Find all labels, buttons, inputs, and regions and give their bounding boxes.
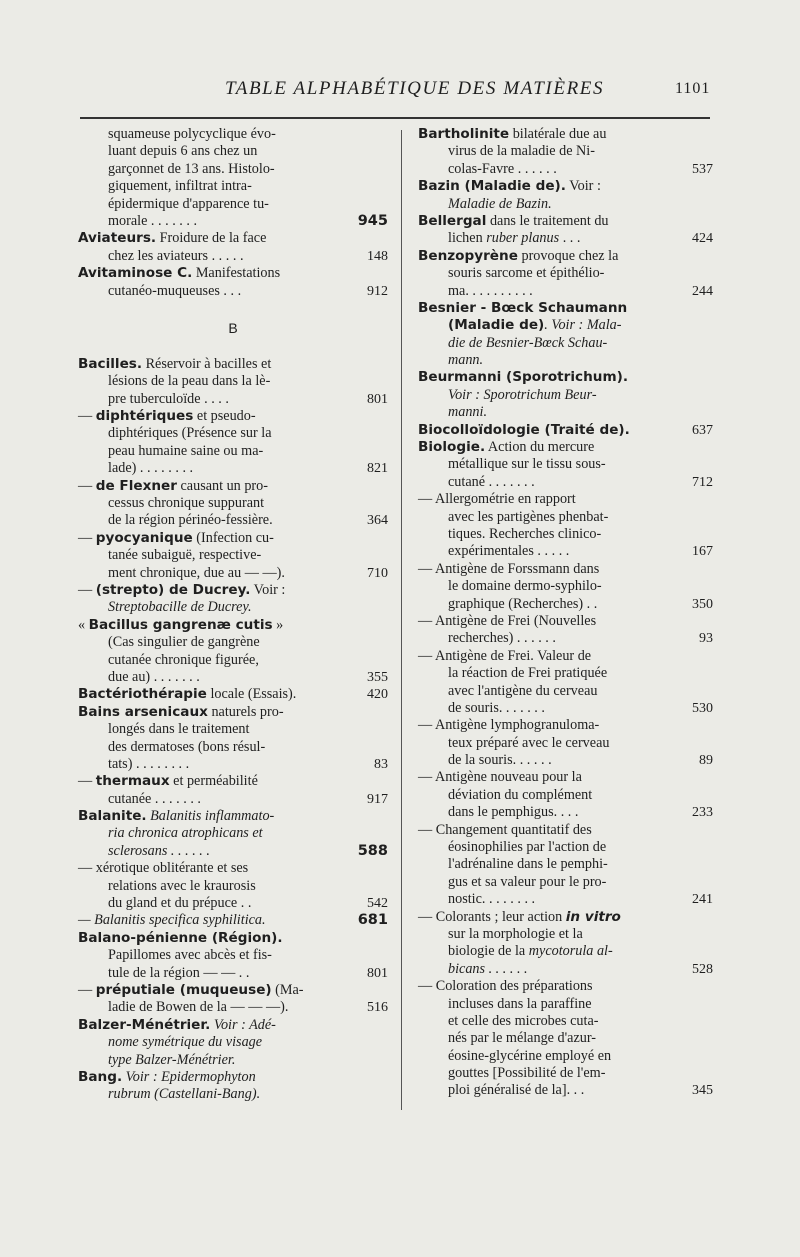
page-header bbox=[0, 78, 800, 106]
entry-term: préputiale (muqueuse) bbox=[95, 981, 272, 998]
page-reference: 917 bbox=[367, 791, 388, 807]
index-entry: Aviateurs. Froidure de la face chez les aviateurs . . . . . 148 bbox=[78, 230, 388, 264]
page-reference: 801 bbox=[367, 965, 388, 981]
index-entry: — Changement quantitatif des éosinophilies par l'action de l'adrénaline dans le pemphi- gus et sa valeur pour le pro- nostic. . . . . . . . 241 bbox=[418, 821, 713, 908]
section-letter: B bbox=[228, 319, 238, 336]
entry-term: Bartholinite bbox=[418, 126, 510, 142]
index-entry: — thermaux et perméabilité cutanée . . . . . . . 917 bbox=[78, 773, 388, 807]
page-reference: 681 bbox=[357, 912, 388, 929]
page-number: 1101 bbox=[675, 80, 711, 97]
page-reference: 528 bbox=[692, 961, 713, 977]
page-reference: 83 bbox=[374, 756, 388, 772]
index-entry: — Balanitis specifica syphilitica. 681 bbox=[78, 912, 388, 929]
page-reference: 801 bbox=[367, 391, 388, 407]
page-reference: 516 bbox=[367, 1000, 388, 1016]
index-entry: — Antigène lymphogranuloma- teux préparé avec le cerveau de la souris. . . . . . 89 bbox=[418, 717, 713, 769]
index-entry: — Antigène nouveau pour la déviation du complément dans le pemphigus. . . . 233 bbox=[418, 769, 713, 821]
index-entry: — Colorants ; leur action in vitro sur la morphologie et la biologie de la mycotorula al- bicans . . . . . . 528 bbox=[418, 908, 713, 977]
index-entry: Avitaminose C. Manifestations cutanéo-muqueuses . . . 912 bbox=[78, 265, 388, 299]
left-column bbox=[78, 126, 388, 1104]
entry-term: Besnier - Bœck Schaumann bbox=[418, 299, 628, 316]
index-entry: Bains arsenicaux naturels pro- longés dans le traitement des dermatoses (bons résul- tats) . . . . . . . . 83 bbox=[78, 703, 388, 772]
index-entry: Balano-pénienne (Région). Papillomes avec abcès et fis- tule de la région — — . . 801 bbox=[78, 929, 388, 981]
entry-term: Benzopyrène bbox=[418, 247, 518, 264]
page-reference: 148 bbox=[367, 248, 388, 264]
entry-term: Bazin (Maladie de). bbox=[418, 178, 566, 195]
page-reference: 637 bbox=[692, 422, 713, 438]
page-reference: 530 bbox=[692, 700, 713, 716]
entry-term: Balano-pénienne (Région). bbox=[78, 929, 283, 946]
page-reference: 364 bbox=[367, 513, 388, 529]
index-entry: — Coloration des préparations incluses dans la paraffine et celle des microbes cuta- nés par le mélange d'azur- éosine-glycérine employé en gouttes [Possibilité de l'em- ploi généralisé de la]. . . 345 bbox=[418, 978, 713, 1099]
entry-term: Beurmanni (Sporotrichum). bbox=[418, 369, 628, 386]
entry-term: Balanite. bbox=[78, 808, 147, 825]
page-reference: 420 bbox=[367, 687, 388, 703]
index-entry: — Allergométrie en rapport avec les partigènes phenbat- tiques. Recherches clinico- expérimentales . . . . . 167 bbox=[418, 491, 713, 560]
index-entry: Benzopyrène provoque chez la souris sarcome et épithélio- ma. . . . . . . . . . 244 bbox=[418, 247, 713, 299]
index-entry: Beurmanni (Sporotrichum). Voir : Sporotrichum Beur- manni. bbox=[418, 369, 628, 421]
entry-term: Bacilles. bbox=[78, 355, 143, 372]
page-reference: 93 bbox=[699, 631, 713, 647]
page-reference: 355 bbox=[367, 669, 388, 685]
index-entry: — de Flexner causant un pro- cessus chronique suppurant de la région périnéo-fessière. 364 bbox=[78, 477, 388, 529]
entry-term: (strepto) de Ducrey. bbox=[95, 581, 251, 598]
entry-term: thermaux bbox=[95, 773, 170, 790]
page-reference: 712 bbox=[692, 474, 713, 490]
index-entry: squameuse polycyclique évo- luant depuis 6 ans chez un garçonnet de 13 ans. Histolo- giquement, infiltrat intra- épidermique d'apparence tu- morale . . . . . . . 945 bbox=[108, 126, 388, 229]
index-entry: Bartholinite bilatérale due au virus de la maladie de Ni- colas-Favre . . . . . . 537 bbox=[418, 126, 713, 177]
page-reference: 912 bbox=[367, 283, 388, 299]
page-reference: 710 bbox=[367, 565, 388, 581]
page-reference: 821 bbox=[367, 461, 388, 477]
index-entry: — xérotique oblitérante et ses relations avec le kraurosis du gland et du prépuce . . 542 bbox=[78, 860, 388, 912]
page-reference: 233 bbox=[692, 805, 713, 821]
index-entry: Balzer-Ménétrier. Voir : Adé- nome symétrique du visage type Balzer-Ménétrier. bbox=[78, 1016, 276, 1068]
entry-term: Bang. bbox=[78, 1068, 123, 1085]
page-reference: 244 bbox=[692, 283, 713, 299]
entry-term: Aviateurs. bbox=[78, 230, 157, 247]
index-entry: Bacilles. Réservoir à bacilles et lésions de la peau dans la lè- pre tuberculoïde . . . . 801 bbox=[78, 355, 388, 407]
page-reference: 424 bbox=[692, 231, 713, 247]
entry-term: Balzer-Ménétrier. bbox=[78, 1016, 211, 1033]
index-entry: — pyocyanique (Infection cu- tanée subaiguë, respective- ment chronique, due au — —). 710 bbox=[78, 529, 388, 581]
index-entry: « Bacillus gangrenæ cutis » (Cas singulier de gangrène cutanée chronique figurée, due au) . . . . . . . 355 bbox=[78, 616, 388, 685]
page-reference: 345 bbox=[692, 1083, 713, 1099]
entry-term: de Flexner bbox=[95, 477, 177, 494]
index-entry: Bazin (Maladie de). Voir : Maladie de Bazin. bbox=[418, 178, 601, 212]
index-entry: — Antigène de Frei. Valeur de la réaction de Frei pratiquée avec l'antigène du cerveau de souris. . . . . . . 530 bbox=[418, 647, 713, 716]
index-entry: Bellergal dans le traitement du lichen ruber planus . . . 424 bbox=[418, 212, 713, 247]
page-reference: 588 bbox=[357, 842, 388, 859]
page-reference: 542 bbox=[367, 896, 388, 912]
column-divider bbox=[401, 130, 402, 1110]
index-entry: Biologie. Action du mercure métallique sur le tissu sous- cutané . . . . . . . 712 bbox=[418, 439, 713, 490]
index-entry: — préputiale (muqueuse) (Ma- ladie de Bowen de la — — —). 516 bbox=[78, 981, 388, 1016]
index-entry bbox=[418, 422, 713, 439]
header-rule bbox=[80, 117, 710, 119]
entry-term: diphtériques bbox=[95, 408, 194, 425]
index-entry: Besnier - Bœck Schaumann (Maladie de). Voir : Mala- die de Besnier-Bœck Schau- mann. bbox=[418, 299, 628, 369]
entry-term: Biocolloïdologie (Traité de). bbox=[418, 421, 630, 438]
index-entry: — Antigène de Frei (Nouvelles recherches) . . . . . . 93 bbox=[418, 612, 713, 647]
entry-term: Bactériothérapie bbox=[78, 686, 207, 703]
index-entry: — Antigène de Forssmann dans le domaine dermo-syphilo- graphique (Recherches) . . 350 bbox=[418, 560, 713, 612]
running-title: TABLE ALPHABÉTIQUE DES MATIÈRES bbox=[225, 78, 605, 99]
index-entry: Balanite. Balanitis inflammato- ria chronica atrophicans et sclerosans . . . . . . 588 bbox=[78, 808, 388, 859]
index-entry: Bang. Voir : Epidermophyton rubrum (Castellani-Bang). bbox=[78, 1068, 261, 1103]
page-reference: 945 bbox=[357, 212, 388, 229]
entry-term: Biologie. bbox=[418, 439, 486, 456]
index-entry: Bactériothérapie locale (Essais). 420 bbox=[78, 686, 388, 703]
page-reference: 537 bbox=[692, 161, 713, 177]
page-reference: 241 bbox=[692, 892, 713, 908]
right-column bbox=[418, 126, 713, 1100]
page-reference: 167 bbox=[692, 544, 713, 560]
entry-term: Bains arsenicaux bbox=[78, 703, 208, 720]
entry-term: Bacillus gangrenæ cutis bbox=[88, 616, 273, 633]
index-entry: — diphtériques et pseudo- diphtériques (Présence sur la peau humaine saine ou ma- lade) . . . . . . . . 821 bbox=[78, 408, 388, 477]
page-reference: 89 bbox=[699, 753, 713, 769]
index-entry: — (strepto) de Ducrey. Voir : Streptobacille de Ducrey. bbox=[78, 581, 286, 616]
entry-term: Bellergal bbox=[418, 212, 487, 229]
entry-term: Avitaminose C. bbox=[78, 265, 193, 282]
page-reference: 350 bbox=[692, 596, 713, 612]
entry-term: pyocyanique bbox=[95, 529, 193, 546]
